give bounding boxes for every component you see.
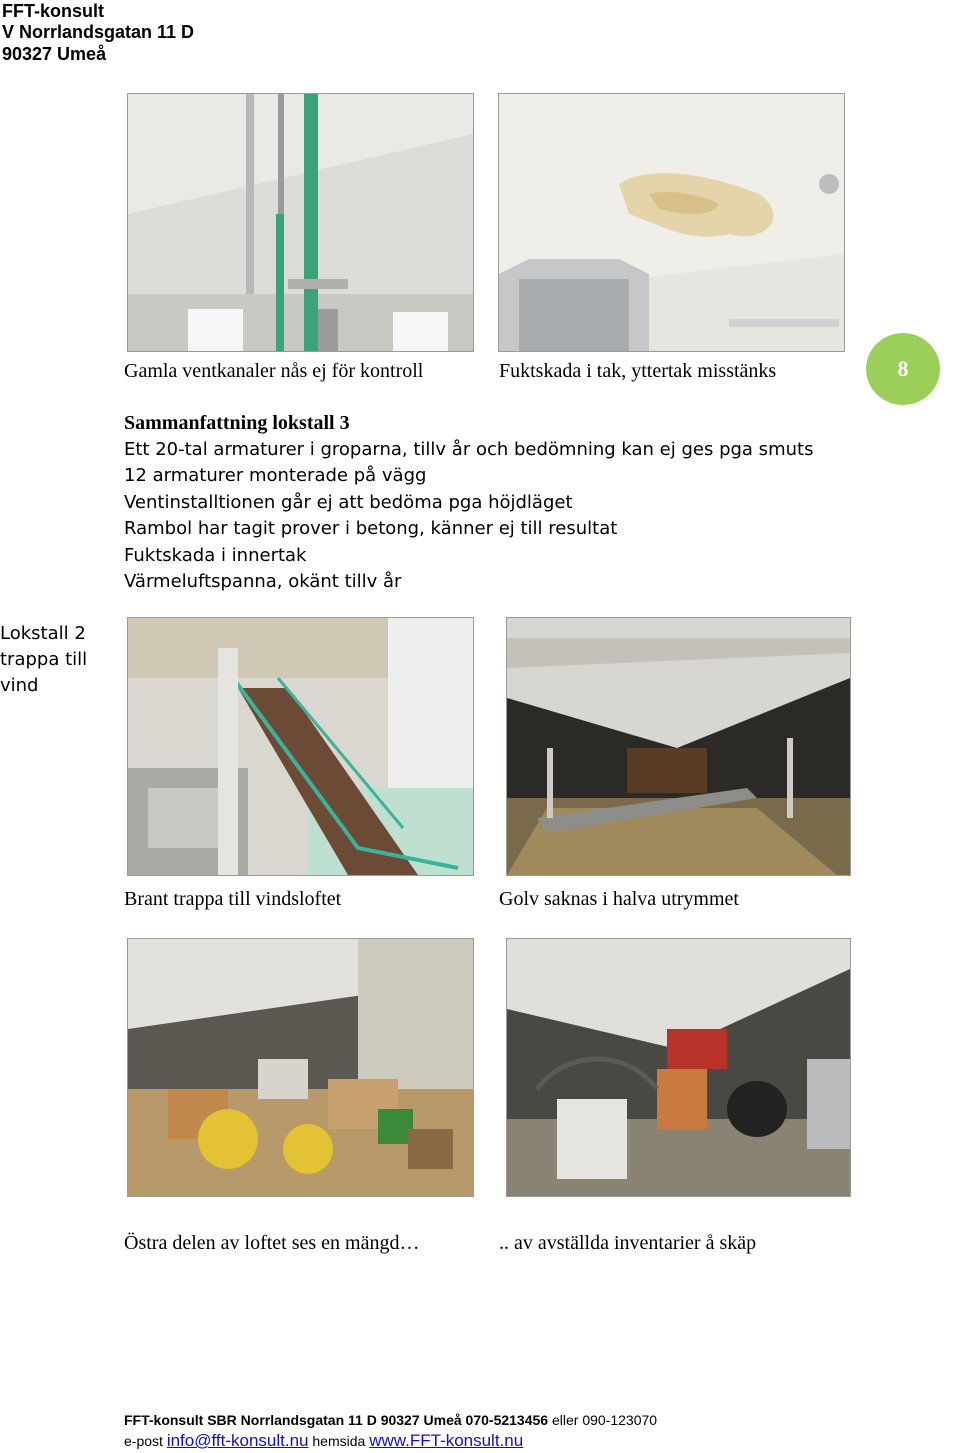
footer-email-label: e-post — [124, 1433, 163, 1449]
footer-phone-alt: eller 090-123070 — [551, 1412, 658, 1428]
summary-line: Ventinstalltionen går ej att bedöma pga höjdläget — [124, 491, 573, 513]
footer-email-link[interactable]: info@fft-konsult.nu — [166, 1431, 309, 1450]
photo-attic-floor — [506, 617, 851, 876]
photo-steep-stairs — [127, 617, 474, 876]
side-label-line: Lokstall 2 — [0, 623, 86, 644]
photo-vent-ducts — [127, 93, 474, 352]
header-city: 90327 Umeå — [2, 44, 107, 64]
footer-line2 — [124, 1431, 523, 1451]
photo-caption: Fuktskada i tak, yttertak misstänks — [499, 360, 777, 382]
header-street: V Norrlandsgatan 11 D — [2, 22, 195, 42]
photo-caption: Gamla ventkanaler nås ej för kontroll — [124, 360, 424, 382]
page-number-badge: 8 — [866, 333, 940, 405]
footer-web-label: hemsida — [312, 1433, 366, 1449]
summary-line: 12 armaturer monterade på vägg — [124, 465, 427, 486]
summary-line: Rambol har tagit prover i betong, känner ej till resultat — [124, 518, 618, 539]
summary-block — [124, 410, 813, 596]
summary-line: Ett 20-tal armaturer i groparna, tillv år och bedömning kan ej ges pga smuts — [124, 438, 814, 460]
photo-caption: .. av avställda inventarier å skäp — [499, 1232, 757, 1254]
summary-title: Sammanfattning lokstall 3 — [124, 412, 350, 434]
photo-caption: Brant trappa till vindsloftet — [124, 888, 342, 910]
header-company: FFT-konsult — [2, 1, 104, 21]
footer-web-link[interactable]: www.FFT-konsult.nu — [369, 1431, 524, 1450]
photo-moisture-ceiling — [498, 93, 845, 352]
side-label — [0, 621, 87, 699]
side-label-line: trappa till — [0, 649, 88, 670]
footer-line1 — [124, 1412, 657, 1428]
photo-caption: Östra delen av loftet ses en mängd… — [124, 1232, 420, 1254]
side-label-line: vind — [0, 675, 39, 696]
photo-stored-items — [506, 938, 851, 1197]
footer-address: FFT-konsult SBR Norrlandsgatan 11 D 90327 Umeå 070-5213456 — [124, 1412, 549, 1428]
photo-attic-clutter — [127, 938, 474, 1197]
summary-line: Fuktskada i innertak — [124, 544, 307, 566]
photo-caption: Golv saknas i halva utrymmet — [499, 888, 739, 910]
summary-line: Värmeluftspanna, okänt tillv år — [124, 571, 402, 592]
